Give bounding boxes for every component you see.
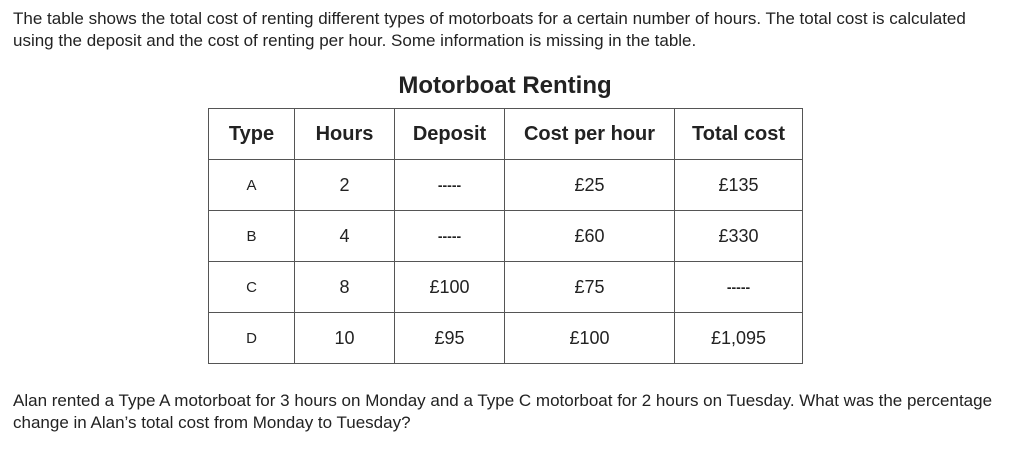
cell-hours: 4 (295, 211, 395, 262)
header-type: Type (209, 109, 295, 160)
cell-deposit: ----- (395, 211, 505, 262)
header-total-cost: Total cost (675, 109, 803, 160)
cell-cost-per-hour: £75 (505, 262, 675, 313)
cell-type: A (209, 160, 295, 211)
motorboat-renting-table (208, 108, 803, 364)
cell-deposit: £100 (395, 262, 505, 313)
table-title: Motorboat Renting (398, 72, 612, 99)
cell-total-cost: £1,095 (675, 313, 803, 364)
cell-type: B (209, 211, 295, 262)
header-hours: Hours (295, 109, 395, 160)
cell-total-cost: £330 (675, 211, 803, 262)
cell-cost-per-hour: £25 (505, 160, 675, 211)
table-row (209, 211, 803, 262)
cell-type: D (209, 313, 295, 364)
cell-hours: 2 (295, 160, 395, 211)
header-cost-per-hour: Cost per hour (505, 109, 675, 160)
cell-cost-per-hour: £60 (505, 211, 675, 262)
cell-deposit: ----- (395, 160, 505, 211)
cell-cost-per-hour: £100 (505, 313, 675, 364)
cell-hours: 8 (295, 262, 395, 313)
cell-type: C (209, 262, 295, 313)
table-row (209, 313, 803, 364)
cell-hours: 10 (295, 313, 395, 364)
intro-text: The table shows the total cost of renting different types of motorboats for a certain number of hours. The total cost is calculated using the deposit and the cost of renting per hour. Some information is missing in the table. (13, 9, 966, 50)
table-header-row (209, 109, 803, 160)
question-text: Alan rented a Type A motorboat for 3 hours on Monday and a Type C motorboat for 2 hours on Tuesday. What was the percentage change in Alan’s total cost from Monday to Tuesday? (13, 391, 993, 432)
header-deposit: Deposit (395, 109, 505, 160)
cell-deposit: £95 (395, 313, 505, 364)
cell-total-cost: ----- (675, 262, 803, 313)
table-row (209, 262, 803, 313)
cell-total-cost: £135 (675, 160, 803, 211)
table-row (209, 160, 803, 211)
